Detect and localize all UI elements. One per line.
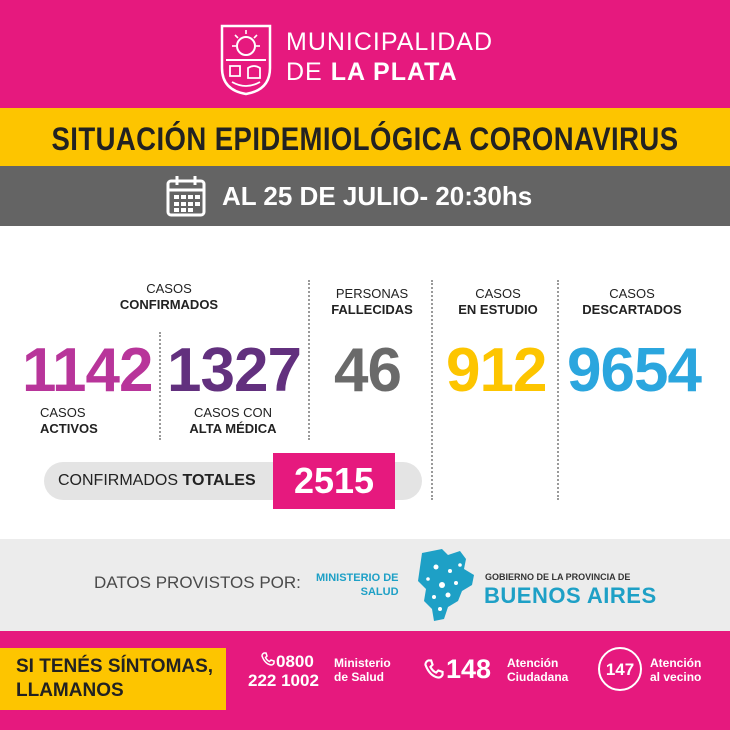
- phone-ciudadana[interactable]: 148: [446, 654, 492, 684]
- phone-ciudadana-label2: Ciudadana: [507, 670, 569, 684]
- casos-alta-value: 1327: [167, 336, 301, 405]
- descartados-value: 9654: [567, 336, 701, 405]
- divider: [557, 280, 559, 500]
- symptoms-line1: SI TENÉS SÍNTOMAS,: [16, 656, 214, 677]
- alta-label-bold: ALTA MÉDICA: [189, 421, 277, 436]
- ministerio-line1: MINISTERIO DE: [316, 572, 399, 584]
- totals-value: 2515: [273, 453, 395, 509]
- divider: [308, 280, 310, 440]
- phone-ministerio-label2: de Salud: [334, 670, 385, 684]
- totals-label: [58, 472, 256, 490]
- phone-ministerio-label: [334, 656, 391, 684]
- estudio-value: 912: [446, 336, 547, 405]
- fallecidas-label-bold: FALLECIDAS: [331, 302, 413, 317]
- estudio-label-top: CASOS: [475, 286, 521, 301]
- title-banner: [0, 108, 730, 166]
- descartados-label-bold: DESCARTADOS: [582, 302, 682, 317]
- ministerio-salud-logo: [316, 571, 399, 599]
- phone-vecino-label1: Atención: [650, 656, 702, 670]
- municipality-title-prefix: DE: [286, 58, 331, 86]
- gobierno-line2: BUENOS AIRES: [484, 583, 657, 608]
- symptoms-line2: LLAMANOS: [16, 680, 124, 701]
- divider: [431, 280, 433, 500]
- phone-ciudadana-label: [507, 656, 568, 684]
- confirmados-label-top: CASOS: [146, 281, 192, 296]
- activos-label-bold: ACTIVOS: [40, 421, 98, 436]
- descartados-label-top: CASOS: [609, 286, 655, 301]
- totals-label-bold: TOTALES: [182, 472, 256, 489]
- divider: [159, 332, 161, 440]
- fallecidas-label-top: PERSONAS: [335, 286, 409, 301]
- confirmados-label: [104, 281, 234, 313]
- phone-ministerio[interactable]: [248, 652, 319, 690]
- symptoms-text: [16, 655, 213, 703]
- confirmados-label-bold: CONFIRMADOS: [119, 297, 219, 312]
- gobierno-line1: GOBIERNO DE LA PROVINCIA DE: [485, 572, 631, 582]
- phone-vecino[interactable]: 147: [605, 660, 635, 679]
- buenos-aires-map-icon: [414, 545, 480, 625]
- descartados-label: [570, 286, 694, 318]
- totals-label-regular: CONFIRMADOS: [58, 472, 183, 489]
- banner-title: SITUACIÓN EPIDEMIOLÓGICA CORONAVIRUS: [51, 121, 679, 157]
- estudio-label-bold: EN ESTUDIO: [458, 302, 538, 317]
- la-plata-seal-icon: [218, 22, 274, 96]
- activos-label-top: CASOS: [40, 405, 86, 420]
- phone-vecino-label2: al vecino: [650, 670, 702, 684]
- alta-label: [178, 405, 288, 437]
- fallecidas-label: [318, 286, 426, 318]
- casos-activos-value: 1142: [22, 336, 153, 405]
- ministerio-line2: SALUD: [360, 586, 399, 598]
- phone-ministerio-label1: Ministerio: [334, 656, 391, 670]
- phone-ministerio-line2: 222 1002: [248, 671, 319, 690]
- activos-label: [40, 405, 100, 437]
- fallecidas-value: 46: [334, 336, 401, 405]
- phone-ciudadana-label1: Atención: [507, 656, 559, 670]
- phone-icon: [424, 659, 444, 679]
- municipality-title-city: LA PLATA: [330, 58, 458, 86]
- report-date: AL 25 DE JULIO- 20:30hs: [222, 181, 533, 211]
- calendar-icon: [166, 175, 206, 217]
- alta-label-top: CASOS CON: [193, 405, 272, 420]
- phone-ministerio-line1: 0800: [276, 652, 314, 671]
- phone-vecino-label: [650, 656, 701, 684]
- municipality-title-line1: MUNICIPALIDAD: [286, 28, 494, 56]
- estudio-label: [444, 286, 552, 318]
- provider-label: DATOS PROVISTOS POR:: [94, 573, 301, 592]
- municipality-title-line2: [286, 58, 458, 87]
